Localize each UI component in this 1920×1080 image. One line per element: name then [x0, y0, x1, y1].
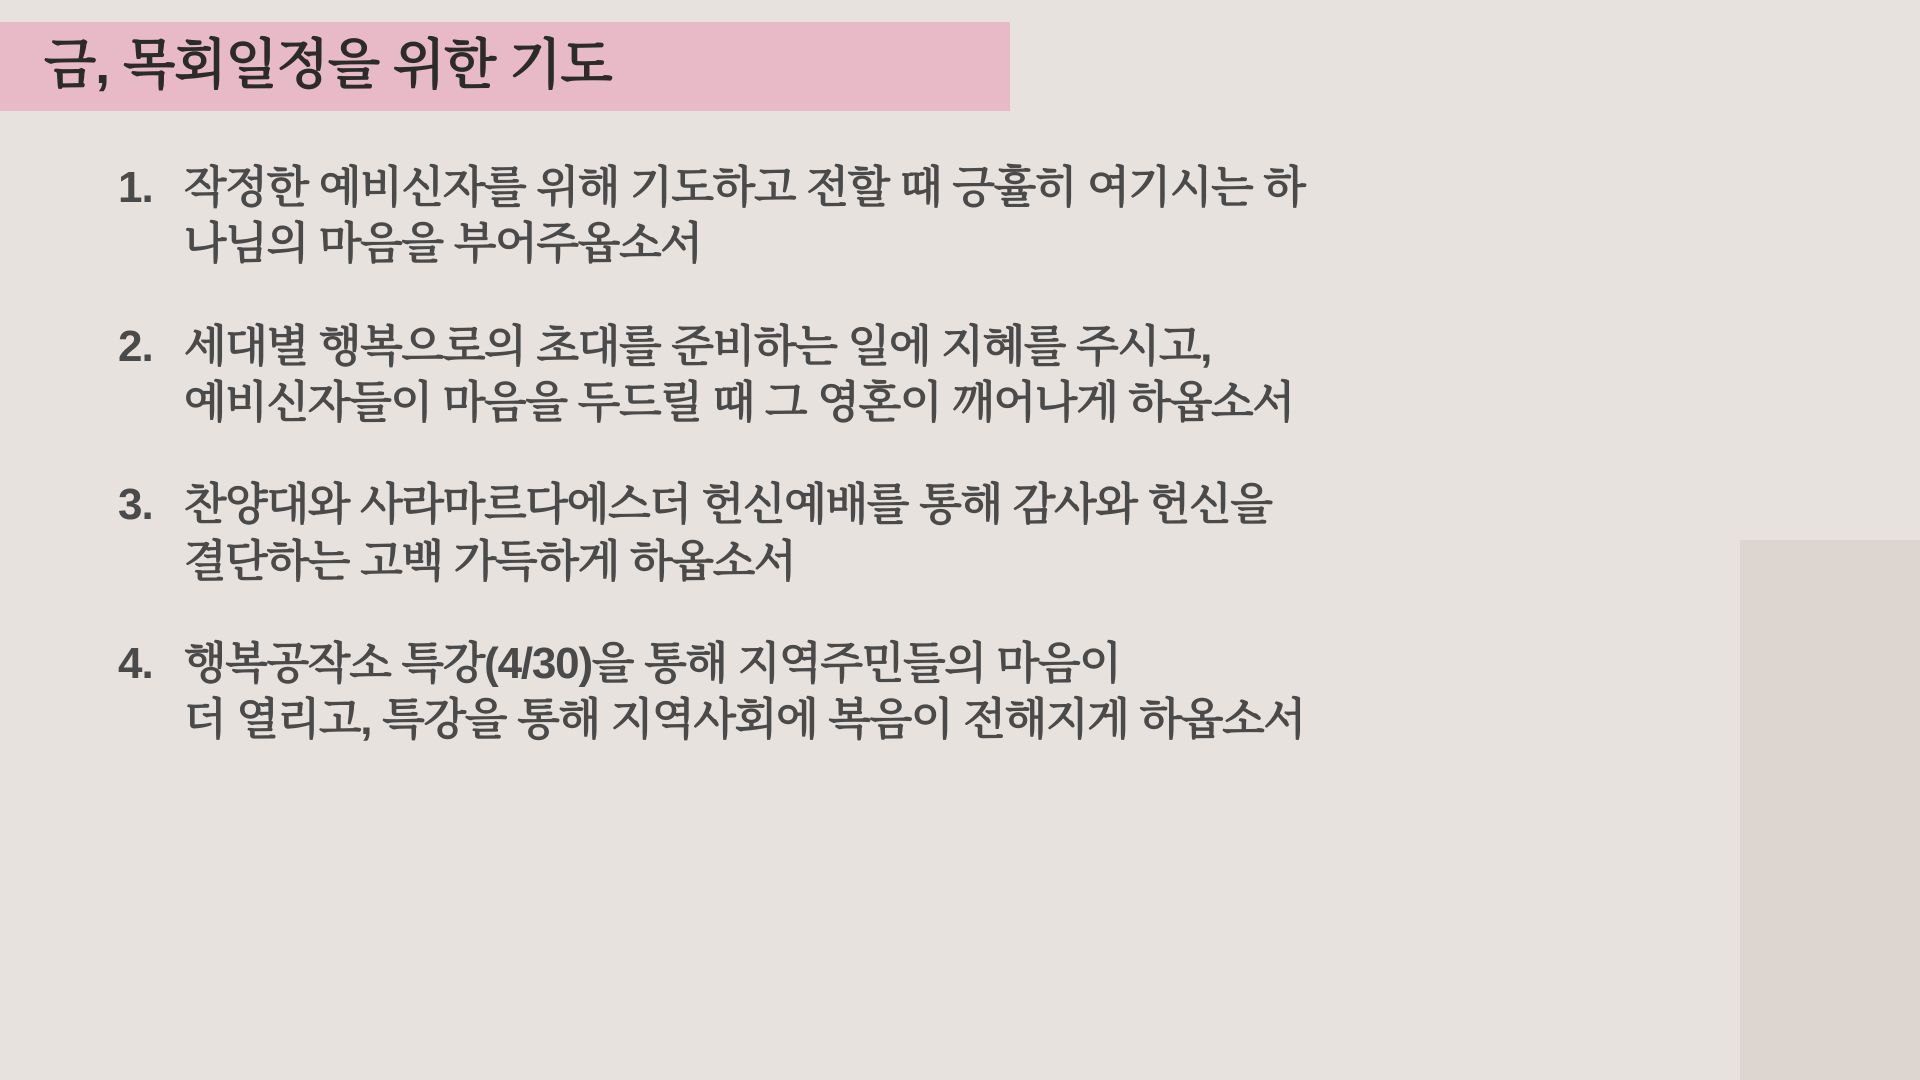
list-item-line: 세대별 행복으로의 초대를 준비하는 일에 지혜를 주시고, [184, 321, 1212, 371]
list-item-line: 결단하는 고백 가득하게 하옵소서 [184, 536, 796, 586]
list-item-line: 찬양대와 사라마르다에스더 헌신예배를 통해 감사와 헌신을 [184, 480, 1272, 530]
list-item-line: 더 열리고, 특강을 통해 지역사회에 복음이 전해지게 하옵소서 [184, 695, 1305, 745]
list-item-line: 나님의 마음을 부어주옵소서 [184, 219, 702, 269]
list-item [118, 477, 1860, 590]
list-item-line: 예비신자들이 마음을 두드릴 때 그 영혼이 깨어나게 하옵소서 [184, 377, 1294, 427]
list-item [118, 636, 1860, 749]
list-item-number: 2. [118, 321, 153, 371]
slide-title-banner [0, 22, 1010, 111]
list-item-line: 작정한 예비신자를 위해 기도하고 전할 때 긍휼히 여기시는 하 [184, 163, 1305, 212]
slide-title: 금, 목회일정을 위한 기도 [44, 35, 612, 95]
list-item [118, 160, 1860, 273]
list-item-body [184, 319, 1294, 432]
list-item-number: 3. [118, 480, 153, 530]
list-item-body [184, 636, 1305, 749]
list-item-number: 4. [118, 638, 153, 688]
list-item-number: 1. [118, 163, 153, 212]
list-item-body [184, 160, 1305, 273]
list-item-body [184, 477, 1272, 590]
prayer-item-list [118, 160, 1860, 795]
list-item [118, 319, 1860, 432]
list-item-line: 행복공작소 특강(4/30)을 통해 지역주민들의 마음이 [184, 638, 1121, 688]
